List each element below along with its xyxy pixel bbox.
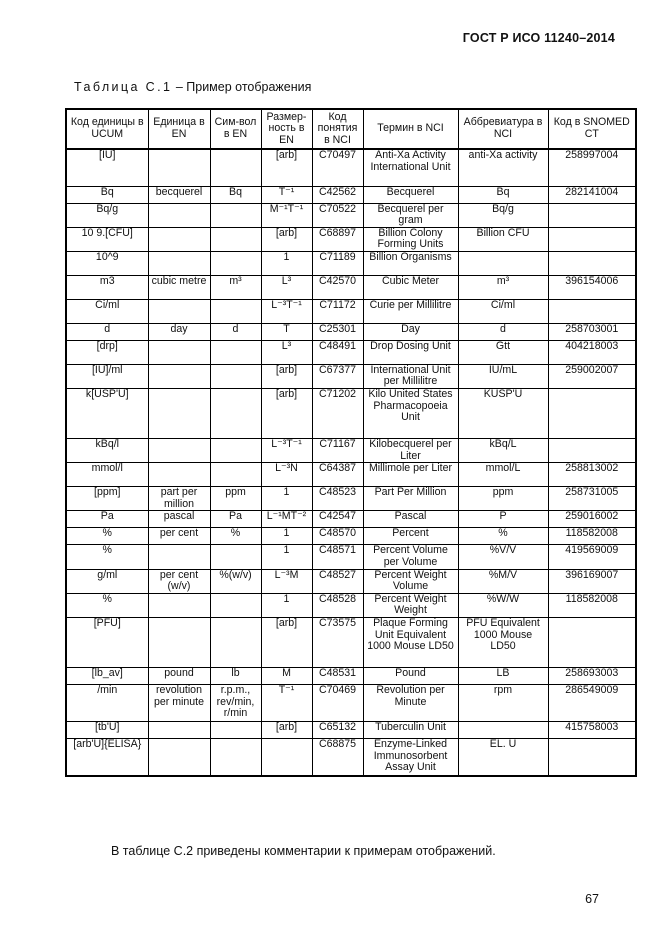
cell-nci-abbreviation (458, 251, 548, 275)
cell-ucum-code: k[USP'U] (66, 389, 148, 439)
cell-snomed-code: 396169007 (548, 569, 636, 593)
cell-snomed-code: 258813002 (548, 463, 636, 487)
cell-snomed-code (548, 389, 636, 439)
cell-dimension-en: [arb] (261, 364, 312, 388)
table-caption-title: – Пример отображения (175, 80, 312, 94)
cell-unit-en (148, 593, 210, 617)
cell-nci-term: Curie per Millilitre (363, 299, 458, 323)
cell-unit-en: revolution per minute (148, 685, 210, 722)
cell-ucum-code: [IU]/ml (66, 364, 148, 388)
cell-nci-abbreviation: Billion CFU (458, 227, 548, 251)
cell-nci-code: C67377 (312, 364, 363, 388)
cell-nci-abbreviation: rpm (458, 685, 548, 722)
cell-dimension-en: L⁻³M (261, 569, 312, 593)
col-header-nci-code: Код понятия в NCI (312, 109, 363, 149)
cell-symbol-en (210, 149, 261, 186)
cell-nci-term: Billion Organisms (363, 251, 458, 275)
table-row (66, 618, 636, 668)
cell-nci-code: C42547 (312, 511, 363, 528)
cell-nci-code: C71189 (312, 251, 363, 275)
cell-dimension-en: L³ (261, 340, 312, 364)
table-row (66, 511, 636, 528)
table-caption-label: Таблица С.1 (74, 80, 173, 94)
table-row (66, 668, 636, 685)
col-header-nci-term: Термин в NCI (363, 109, 458, 149)
cell-snomed-code (548, 203, 636, 227)
cell-unit-en (148, 227, 210, 251)
cell-symbol-en: m³ (210, 275, 261, 299)
cell-snomed-code: 396154006 (548, 275, 636, 299)
cell-snomed-code: 282141004 (548, 186, 636, 203)
cell-nci-abbreviation: Gtt (458, 340, 548, 364)
col-header-snomed-code: Код в SNOMED CT (548, 109, 636, 149)
table-header-row (66, 109, 636, 149)
document-standard-header: ГОСТ Р ИСО 11240–2014 (462, 31, 615, 45)
cell-dimension-en: M⁻¹T⁻¹ (261, 203, 312, 227)
cell-dimension-en: T⁻¹ (261, 186, 312, 203)
cell-nci-abbreviation: m³ (458, 275, 548, 299)
cell-ucum-code: Bq/g (66, 203, 148, 227)
cell-nci-code: C71202 (312, 389, 363, 439)
cell-symbol-en: r.p.m., rev/min, r/min (210, 685, 261, 722)
cell-nci-code: C71172 (312, 299, 363, 323)
cell-nci-code: C48571 (312, 545, 363, 569)
cell-nci-term: Percent Volume per Volume (363, 545, 458, 569)
cell-symbol-en (210, 739, 261, 776)
table-row (66, 463, 636, 487)
cell-ucum-code: [tb'U] (66, 722, 148, 739)
cell-nci-abbreviation: %V/V (458, 545, 548, 569)
cell-ucum-code: % (66, 528, 148, 545)
cell-symbol-en (210, 722, 261, 739)
table-row (66, 739, 636, 776)
cell-unit-en (148, 389, 210, 439)
cell-nci-term: Percent Weight Weight (363, 593, 458, 617)
cell-unit-en (148, 340, 210, 364)
cell-snomed-code (548, 618, 636, 668)
table-row (66, 569, 636, 593)
col-header-nci-abbreviation: Аббревиатура в NCI (458, 109, 548, 149)
cell-dimension-en: L⁻¹MT⁻² (261, 511, 312, 528)
cell-dimension-en: T (261, 323, 312, 340)
cell-ucum-code: /min (66, 685, 148, 722)
cell-nci-code: C70522 (312, 203, 363, 227)
cell-nci-term: Percent Weight Volume (363, 569, 458, 593)
cell-ucum-code: % (66, 545, 148, 569)
cell-nci-term: Kilo United States Pharmacopoeia Unit (363, 389, 458, 439)
cell-nci-abbreviation: kBq/L (458, 439, 548, 463)
cell-nci-term: Billion Colony Forming Units (363, 227, 458, 251)
cell-snomed-code: 419569009 (548, 545, 636, 569)
cell-snomed-code (548, 299, 636, 323)
cell-unit-en: pound (148, 668, 210, 685)
cell-symbol-en (210, 545, 261, 569)
cell-nci-code: C73575 (312, 618, 363, 668)
cell-nci-term: Cubic Meter (363, 275, 458, 299)
cell-dimension-en: [arb] (261, 227, 312, 251)
cell-nci-code: C48491 (312, 340, 363, 364)
table-row (66, 685, 636, 722)
cell-snomed-code (548, 439, 636, 463)
cell-nci-abbreviation: mmol/L (458, 463, 548, 487)
cell-nci-term: Drop Dosing Unit (363, 340, 458, 364)
cell-ucum-code: [PFU] (66, 618, 148, 668)
cell-nci-code: C48523 (312, 487, 363, 511)
cell-ucum-code: Bq (66, 186, 148, 203)
cell-unit-en (148, 364, 210, 388)
cell-nci-code: C68897 (312, 227, 363, 251)
cell-ucum-code: m3 (66, 275, 148, 299)
col-header-symbol-en: Сим-вол в EN (210, 109, 261, 149)
table-row (66, 389, 636, 439)
cell-dimension-en: 1 (261, 593, 312, 617)
cell-nci-abbreviation: PFU Equivalent 1000 Mouse LD50 (458, 618, 548, 668)
cell-unit-en: pascal (148, 511, 210, 528)
cell-unit-en: cubic metre (148, 275, 210, 299)
cell-nci-term: Kilobecquerel per Liter (363, 439, 458, 463)
cell-dimension-en: 1 (261, 487, 312, 511)
table-row (66, 722, 636, 739)
cell-nci-code: C48528 (312, 593, 363, 617)
cell-unit-en (148, 545, 210, 569)
table-caption (74, 80, 311, 94)
cell-unit-en (148, 299, 210, 323)
cell-unit-en (148, 439, 210, 463)
cell-nci-abbreviation: Bq (458, 186, 548, 203)
table-row (66, 439, 636, 463)
cell-snomed-code: 118582008 (548, 593, 636, 617)
cell-ucum-code: Pa (66, 511, 148, 528)
cell-symbol-en (210, 251, 261, 275)
cell-unit-en (148, 463, 210, 487)
cell-unit-en: becquerel (148, 186, 210, 203)
cell-nci-code: C68875 (312, 739, 363, 776)
table-row (66, 487, 636, 511)
cell-snomed-code (548, 739, 636, 776)
cell-nci-term: Becquerel (363, 186, 458, 203)
cell-ucum-code: % (66, 593, 148, 617)
cell-ucum-code: [drp] (66, 340, 148, 364)
table-row (66, 340, 636, 364)
cell-nci-code: C25301 (312, 323, 363, 340)
cell-dimension-en: 1 (261, 528, 312, 545)
cell-nci-term: Pound (363, 668, 458, 685)
cell-ucum-code: [lb_av] (66, 668, 148, 685)
cell-nci-term: International Unit per Millilitre (363, 364, 458, 388)
cell-ucum-code: [IU] (66, 149, 148, 186)
cell-symbol-en: ppm (210, 487, 261, 511)
cell-nci-code: C42562 (312, 186, 363, 203)
cell-nci-code: C70497 (312, 149, 363, 186)
cell-symbol-en: % (210, 528, 261, 545)
cell-snomed-code: 258703001 (548, 323, 636, 340)
cell-snomed-code: 259002007 (548, 364, 636, 388)
cell-dimension-en: T⁻¹ (261, 685, 312, 722)
cell-dimension-en: M (261, 668, 312, 685)
cell-nci-code: C42570 (312, 275, 363, 299)
cell-dimension-en (261, 739, 312, 776)
cell-symbol-en (210, 299, 261, 323)
cell-dimension-en: L⁻³T⁻¹ (261, 439, 312, 463)
cell-ucum-code: [arb'U]{ELISA} (66, 739, 148, 776)
cell-snomed-code: 258997004 (548, 149, 636, 186)
table-row (66, 149, 636, 186)
cell-nci-code: C48527 (312, 569, 363, 593)
cell-nci-abbreviation: Ci/ml (458, 299, 548, 323)
cell-nci-abbreviation: d (458, 323, 548, 340)
cell-dimension-en: L⁻³T⁻¹ (261, 299, 312, 323)
cell-symbol-en (210, 227, 261, 251)
cell-ucum-code: kBq/l (66, 439, 148, 463)
table-row (66, 528, 636, 545)
table-row (66, 545, 636, 569)
cell-ucum-code: 10 9.[CFU] (66, 227, 148, 251)
cell-nci-code: C65132 (312, 722, 363, 739)
cell-ucum-code: 10^9 (66, 251, 148, 275)
cell-nci-term: Becquerel per gram (363, 203, 458, 227)
cell-nci-abbreviation: % (458, 528, 548, 545)
cell-snomed-code: 258731005 (548, 487, 636, 511)
cell-snomed-code: 258693003 (548, 668, 636, 685)
units-mapping-table (65, 108, 637, 777)
cell-ucum-code: mmol/l (66, 463, 148, 487)
footnote-text: В таблице С.2 приведены комментарии к примерам отображений. (111, 844, 496, 858)
cell-snomed-code (548, 227, 636, 251)
col-header-ucum-code: Код единицы в UCUM (66, 109, 148, 149)
table-row (66, 364, 636, 388)
cell-symbol-en (210, 618, 261, 668)
cell-nci-code: C48570 (312, 528, 363, 545)
cell-nci-abbreviation: IU/mL (458, 364, 548, 388)
cell-symbol-en (210, 389, 261, 439)
cell-nci-term: Tuberculin Unit (363, 722, 458, 739)
cell-nci-code: C71167 (312, 439, 363, 463)
cell-snomed-code: 259016002 (548, 511, 636, 528)
cell-nci-abbreviation: Bq/g (458, 203, 548, 227)
cell-ucum-code: [ppm] (66, 487, 148, 511)
cell-nci-abbreviation: %M/V (458, 569, 548, 593)
cell-nci-term: Percent (363, 528, 458, 545)
cell-unit-en (148, 618, 210, 668)
cell-dimension-en: [arb] (261, 149, 312, 186)
col-header-dimension-en: Размер-ность в EN (261, 109, 312, 149)
cell-nci-term: Revolution per Minute (363, 685, 458, 722)
cell-symbol-en (210, 593, 261, 617)
cell-symbol-en: %(w/v) (210, 569, 261, 593)
table-row (66, 203, 636, 227)
cell-dimension-en: [arb] (261, 618, 312, 668)
cell-snomed-code: 118582008 (548, 528, 636, 545)
cell-symbol-en: lb (210, 668, 261, 685)
col-header-unit-en: Единица в EN (148, 109, 210, 149)
cell-nci-term: Day (363, 323, 458, 340)
cell-ucum-code: Ci/ml (66, 299, 148, 323)
cell-nci-term: Part Per Million (363, 487, 458, 511)
cell-symbol-en: Pa (210, 511, 261, 528)
cell-nci-code: C70469 (312, 685, 363, 722)
cell-unit-en: per cent (w/v) (148, 569, 210, 593)
cell-unit-en (148, 251, 210, 275)
cell-symbol-en: d (210, 323, 261, 340)
cell-snomed-code (548, 251, 636, 275)
cell-unit-en (148, 203, 210, 227)
cell-symbol-en (210, 439, 261, 463)
cell-nci-code: C48531 (312, 668, 363, 685)
table-row (66, 186, 636, 203)
cell-snomed-code: 404218003 (548, 340, 636, 364)
cell-dimension-en: 1 (261, 251, 312, 275)
cell-dimension-en: L³ (261, 275, 312, 299)
cell-dimension-en: 1 (261, 545, 312, 569)
cell-nci-term: Pascal (363, 511, 458, 528)
cell-symbol-en (210, 364, 261, 388)
cell-unit-en: part per million (148, 487, 210, 511)
cell-nci-abbreviation: anti-Xa activity (458, 149, 548, 186)
cell-snomed-code: 415758003 (548, 722, 636, 739)
table-row (66, 275, 636, 299)
cell-symbol-en (210, 463, 261, 487)
cell-dimension-en: [arb] (261, 389, 312, 439)
table-body (66, 149, 636, 776)
table-row (66, 323, 636, 340)
cell-nci-abbreviation: EL. U (458, 739, 548, 776)
table-row (66, 227, 636, 251)
cell-ucum-code: d (66, 323, 148, 340)
cell-nci-code: C64387 (312, 463, 363, 487)
cell-snomed-code: 286549009 (548, 685, 636, 722)
cell-nci-term: Plaque Forming Unit Equivalent 1000 Mouse LD50 (363, 618, 458, 668)
cell-dimension-en: [arb] (261, 722, 312, 739)
cell-nci-abbreviation (458, 722, 548, 739)
cell-symbol-en (210, 203, 261, 227)
cell-unit-en (148, 149, 210, 186)
cell-nci-abbreviation: KUSP'U (458, 389, 548, 439)
cell-symbol-en: Bq (210, 186, 261, 203)
table-row (66, 593, 636, 617)
cell-unit-en (148, 722, 210, 739)
cell-dimension-en: L⁻³N (261, 463, 312, 487)
cell-ucum-code: g/ml (66, 569, 148, 593)
cell-unit-en: day (148, 323, 210, 340)
cell-nci-term: Enzyme-Linked Immunosorbent Assay Unit (363, 739, 458, 776)
cell-nci-abbreviation: LB (458, 668, 548, 685)
cell-nci-abbreviation: %W/W (458, 593, 548, 617)
cell-symbol-en (210, 340, 261, 364)
page-number: 67 (585, 892, 599, 906)
cell-nci-term: Millimole per Liter (363, 463, 458, 487)
table-row (66, 251, 636, 275)
cell-nci-abbreviation: ppm (458, 487, 548, 511)
cell-unit-en: per cent (148, 528, 210, 545)
cell-unit-en (148, 739, 210, 776)
cell-nci-term: Anti-Xa Activity International Unit (363, 149, 458, 186)
cell-nci-abbreviation: P (458, 511, 548, 528)
table-row (66, 299, 636, 323)
